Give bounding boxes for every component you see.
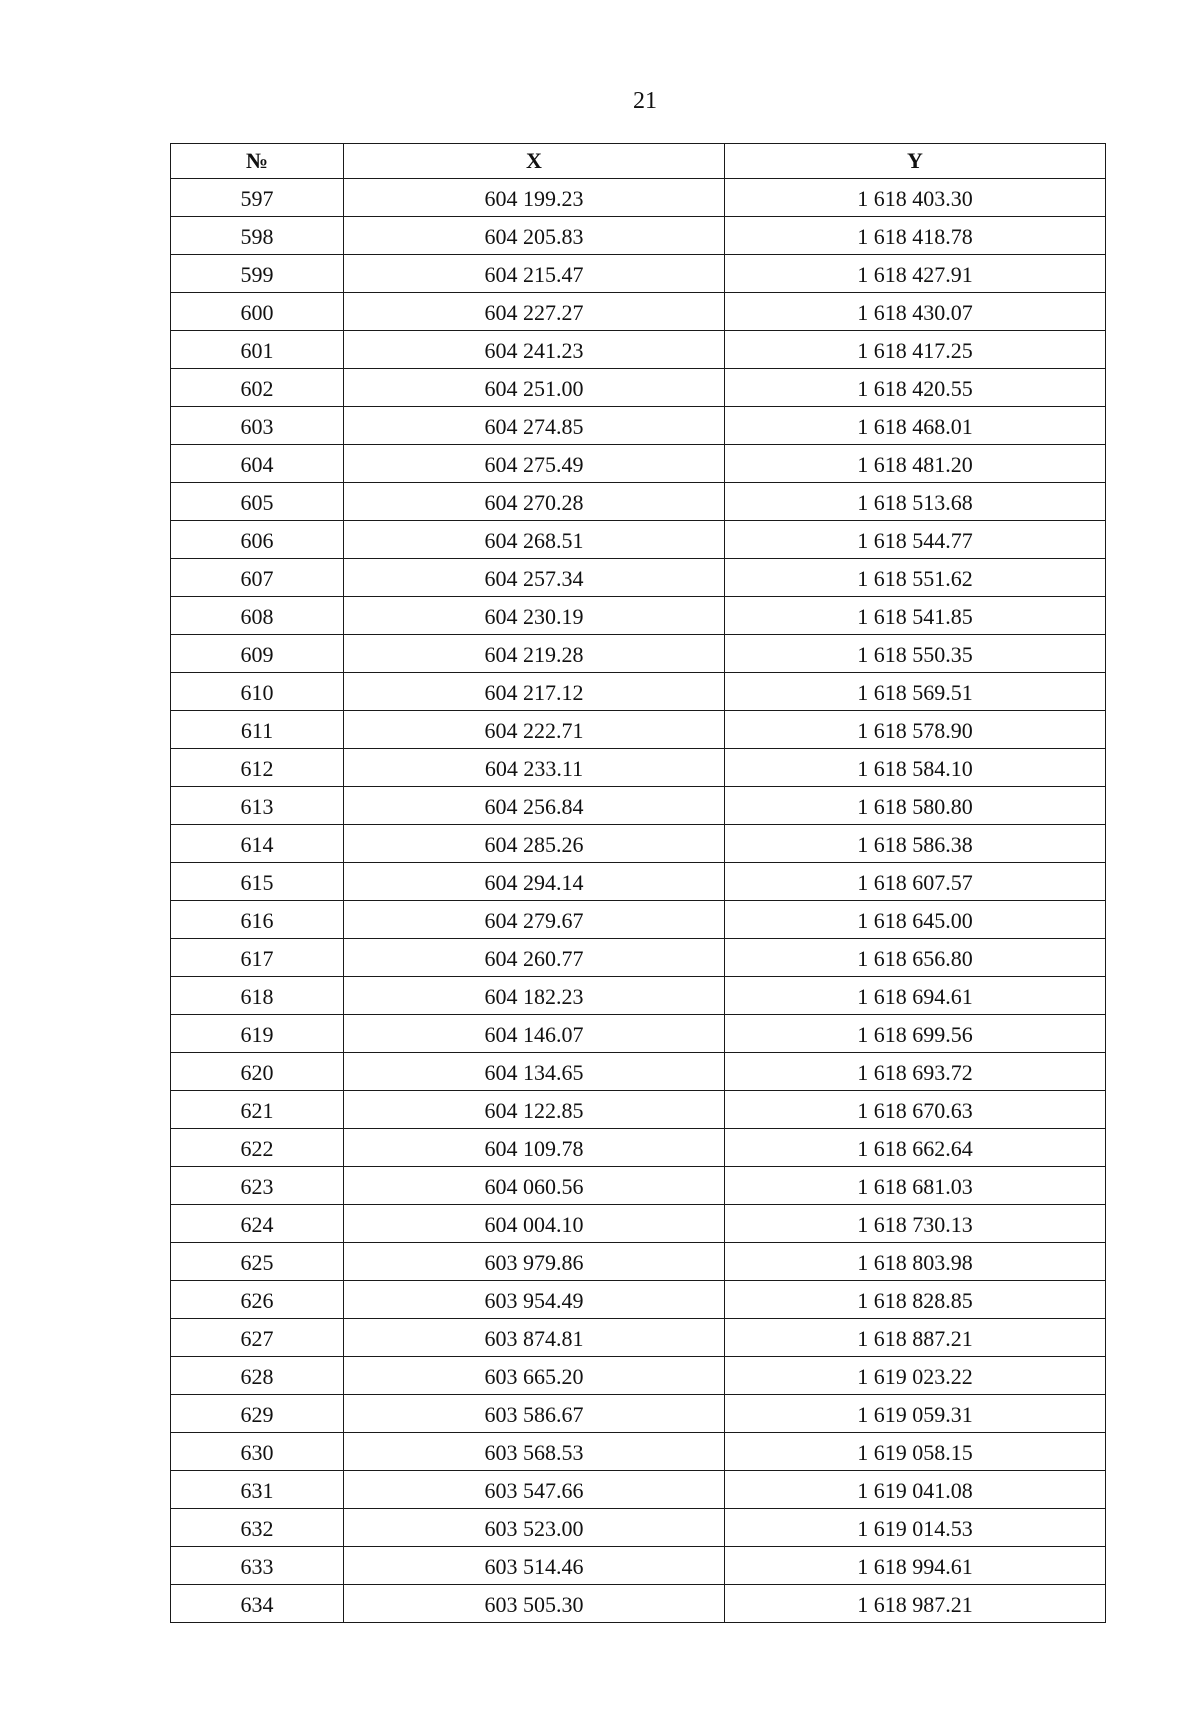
cell-x: 604 004.10 (344, 1205, 725, 1243)
cell-y: 1 618 544.77 (725, 521, 1106, 559)
cell-num: 597 (171, 179, 344, 217)
cell-x: 603 505.30 (344, 1585, 725, 1623)
cell-y: 1 618 803.98 (725, 1243, 1106, 1281)
table-header (171, 144, 1106, 179)
cell-x: 603 568.53 (344, 1433, 725, 1471)
cell-num: 633 (171, 1547, 344, 1585)
cell-x: 603 547.66 (344, 1471, 725, 1509)
table-body (171, 179, 1106, 1623)
table-row (171, 711, 1106, 749)
cell-num: 618 (171, 977, 344, 1015)
coordinates-table (170, 143, 1106, 1623)
table-row (171, 1357, 1106, 1395)
cell-num: 601 (171, 331, 344, 369)
table-row (171, 673, 1106, 711)
cell-x: 604 122.85 (344, 1091, 725, 1129)
cell-y: 1 618 578.90 (725, 711, 1106, 749)
cell-x: 604 275.49 (344, 445, 725, 483)
cell-x: 604 146.07 (344, 1015, 725, 1053)
table-row (171, 1547, 1106, 1585)
cell-num: 619 (171, 1015, 344, 1053)
cell-num: 608 (171, 597, 344, 635)
cell-x: 604 270.28 (344, 483, 725, 521)
cell-y: 1 618 699.56 (725, 1015, 1106, 1053)
cell-num: 609 (171, 635, 344, 673)
header-x: X (344, 144, 725, 179)
table-row (171, 331, 1106, 369)
table-row (171, 1509, 1106, 1547)
cell-num: 629 (171, 1395, 344, 1433)
cell-num: 624 (171, 1205, 344, 1243)
cell-y: 1 618 481.20 (725, 445, 1106, 483)
cell-y: 1 618 417.25 (725, 331, 1106, 369)
cell-x: 604 251.00 (344, 369, 725, 407)
cell-y: 1 618 656.80 (725, 939, 1106, 977)
cell-num: 621 (171, 1091, 344, 1129)
cell-x: 603 514.46 (344, 1547, 725, 1585)
cell-num: 628 (171, 1357, 344, 1395)
cell-x: 604 060.56 (344, 1167, 725, 1205)
cell-y: 1 618 584.10 (725, 749, 1106, 787)
table-row (171, 1281, 1106, 1319)
table-row (171, 559, 1106, 597)
cell-x: 604 199.23 (344, 179, 725, 217)
cell-num: 623 (171, 1167, 344, 1205)
cell-num: 598 (171, 217, 344, 255)
table-row (171, 749, 1106, 787)
cell-x: 603 665.20 (344, 1357, 725, 1395)
cell-x: 604 233.11 (344, 749, 725, 787)
header-y: Y (725, 144, 1106, 179)
cell-y: 1 618 828.85 (725, 1281, 1106, 1319)
table-row (171, 1395, 1106, 1433)
cell-num: 632 (171, 1509, 344, 1547)
cell-x: 604 268.51 (344, 521, 725, 559)
table-row (171, 1205, 1106, 1243)
table-row (171, 369, 1106, 407)
cell-y: 1 618 730.13 (725, 1205, 1106, 1243)
cell-y: 1 618 550.35 (725, 635, 1106, 673)
table-row (171, 1129, 1106, 1167)
cell-y: 1 618 607.57 (725, 863, 1106, 901)
cell-x: 604 257.34 (344, 559, 725, 597)
cell-y: 1 618 670.63 (725, 1091, 1106, 1129)
cell-num: 599 (171, 255, 344, 293)
table-row (171, 1243, 1106, 1281)
cell-x: 604 182.23 (344, 977, 725, 1015)
table-row (171, 939, 1106, 977)
table-row (171, 445, 1106, 483)
cell-num: 630 (171, 1433, 344, 1471)
table-row (171, 1319, 1106, 1357)
cell-x: 604 217.12 (344, 673, 725, 711)
table-row (171, 901, 1106, 939)
table-row (171, 483, 1106, 521)
cell-y: 1 618 513.68 (725, 483, 1106, 521)
cell-y: 1 619 059.31 (725, 1395, 1106, 1433)
header-row (171, 144, 1106, 179)
cell-num: 615 (171, 863, 344, 901)
cell-num: 607 (171, 559, 344, 597)
page-number: 21 (633, 88, 657, 114)
table-row (171, 977, 1106, 1015)
cell-y: 1 618 418.78 (725, 217, 1106, 255)
cell-x: 604 260.77 (344, 939, 725, 977)
cell-y: 1 618 420.55 (725, 369, 1106, 407)
cell-y: 1 618 580.80 (725, 787, 1106, 825)
table-row (171, 1471, 1106, 1509)
table-row (171, 1015, 1106, 1053)
cell-x: 604 109.78 (344, 1129, 725, 1167)
cell-num: 631 (171, 1471, 344, 1509)
table-row (171, 1053, 1106, 1091)
cell-x: 603 586.67 (344, 1395, 725, 1433)
cell-y: 1 618 887.21 (725, 1319, 1106, 1357)
cell-x: 604 256.84 (344, 787, 725, 825)
header-num: № (171, 144, 344, 179)
cell-x: 604 230.19 (344, 597, 725, 635)
cell-num: 617 (171, 939, 344, 977)
cell-y: 1 618 427.91 (725, 255, 1106, 293)
cell-y: 1 618 551.62 (725, 559, 1106, 597)
cell-y: 1 618 694.61 (725, 977, 1106, 1015)
cell-num: 610 (171, 673, 344, 711)
cell-x: 604 241.23 (344, 331, 725, 369)
cell-y: 1 619 058.15 (725, 1433, 1106, 1471)
cell-y: 1 618 994.61 (725, 1547, 1106, 1585)
cell-num: 625 (171, 1243, 344, 1281)
cell-x: 604 227.27 (344, 293, 725, 331)
cell-y: 1 619 041.08 (725, 1471, 1106, 1509)
table-row (171, 407, 1106, 445)
cell-x: 604 215.47 (344, 255, 725, 293)
table-row (171, 255, 1106, 293)
cell-num: 626 (171, 1281, 344, 1319)
cell-num: 600 (171, 293, 344, 331)
cell-num: 604 (171, 445, 344, 483)
table-row (171, 217, 1106, 255)
table-row (171, 521, 1106, 559)
cell-num: 612 (171, 749, 344, 787)
cell-x: 604 274.85 (344, 407, 725, 445)
cell-y: 1 618 681.03 (725, 1167, 1106, 1205)
cell-num: 605 (171, 483, 344, 521)
cell-x: 604 222.71 (344, 711, 725, 749)
table-row (171, 1091, 1106, 1129)
cell-y: 1 618 569.51 (725, 673, 1106, 711)
cell-num: 627 (171, 1319, 344, 1357)
table-row (171, 787, 1106, 825)
table-row (171, 825, 1106, 863)
cell-num: 611 (171, 711, 344, 749)
table-row (171, 179, 1106, 217)
table-row (171, 597, 1106, 635)
table-row (171, 293, 1106, 331)
table-row (171, 1167, 1106, 1205)
cell-num: 634 (171, 1585, 344, 1623)
table-row (171, 1433, 1106, 1471)
cell-y: 1 619 023.22 (725, 1357, 1106, 1395)
cell-x: 604 279.67 (344, 901, 725, 939)
cell-y: 1 618 645.00 (725, 901, 1106, 939)
table-row (171, 1585, 1106, 1623)
cell-x: 603 523.00 (344, 1509, 725, 1547)
cell-y: 1 618 662.64 (725, 1129, 1106, 1167)
cell-x: 603 874.81 (344, 1319, 725, 1357)
cell-y: 1 618 987.21 (725, 1585, 1106, 1623)
cell-y: 1 618 586.38 (725, 825, 1106, 863)
cell-y: 1 618 430.07 (725, 293, 1106, 331)
cell-x: 603 979.86 (344, 1243, 725, 1281)
cell-x: 604 205.83 (344, 217, 725, 255)
cell-num: 614 (171, 825, 344, 863)
cell-num: 606 (171, 521, 344, 559)
cell-y: 1 618 403.30 (725, 179, 1106, 217)
cell-x: 604 134.65 (344, 1053, 725, 1091)
table-row (171, 863, 1106, 901)
cell-num: 613 (171, 787, 344, 825)
cell-y: 1 618 541.85 (725, 597, 1106, 635)
cell-num: 620 (171, 1053, 344, 1091)
table-row (171, 635, 1106, 673)
cell-y: 1 619 014.53 (725, 1509, 1106, 1547)
cell-y: 1 618 468.01 (725, 407, 1106, 445)
cell-x: 604 285.26 (344, 825, 725, 863)
cell-num: 602 (171, 369, 344, 407)
cell-num: 622 (171, 1129, 344, 1167)
cell-x: 604 294.14 (344, 863, 725, 901)
cell-y: 1 618 693.72 (725, 1053, 1106, 1091)
cell-num: 603 (171, 407, 344, 445)
cell-x: 603 954.49 (344, 1281, 725, 1319)
cell-num: 616 (171, 901, 344, 939)
cell-x: 604 219.28 (344, 635, 725, 673)
